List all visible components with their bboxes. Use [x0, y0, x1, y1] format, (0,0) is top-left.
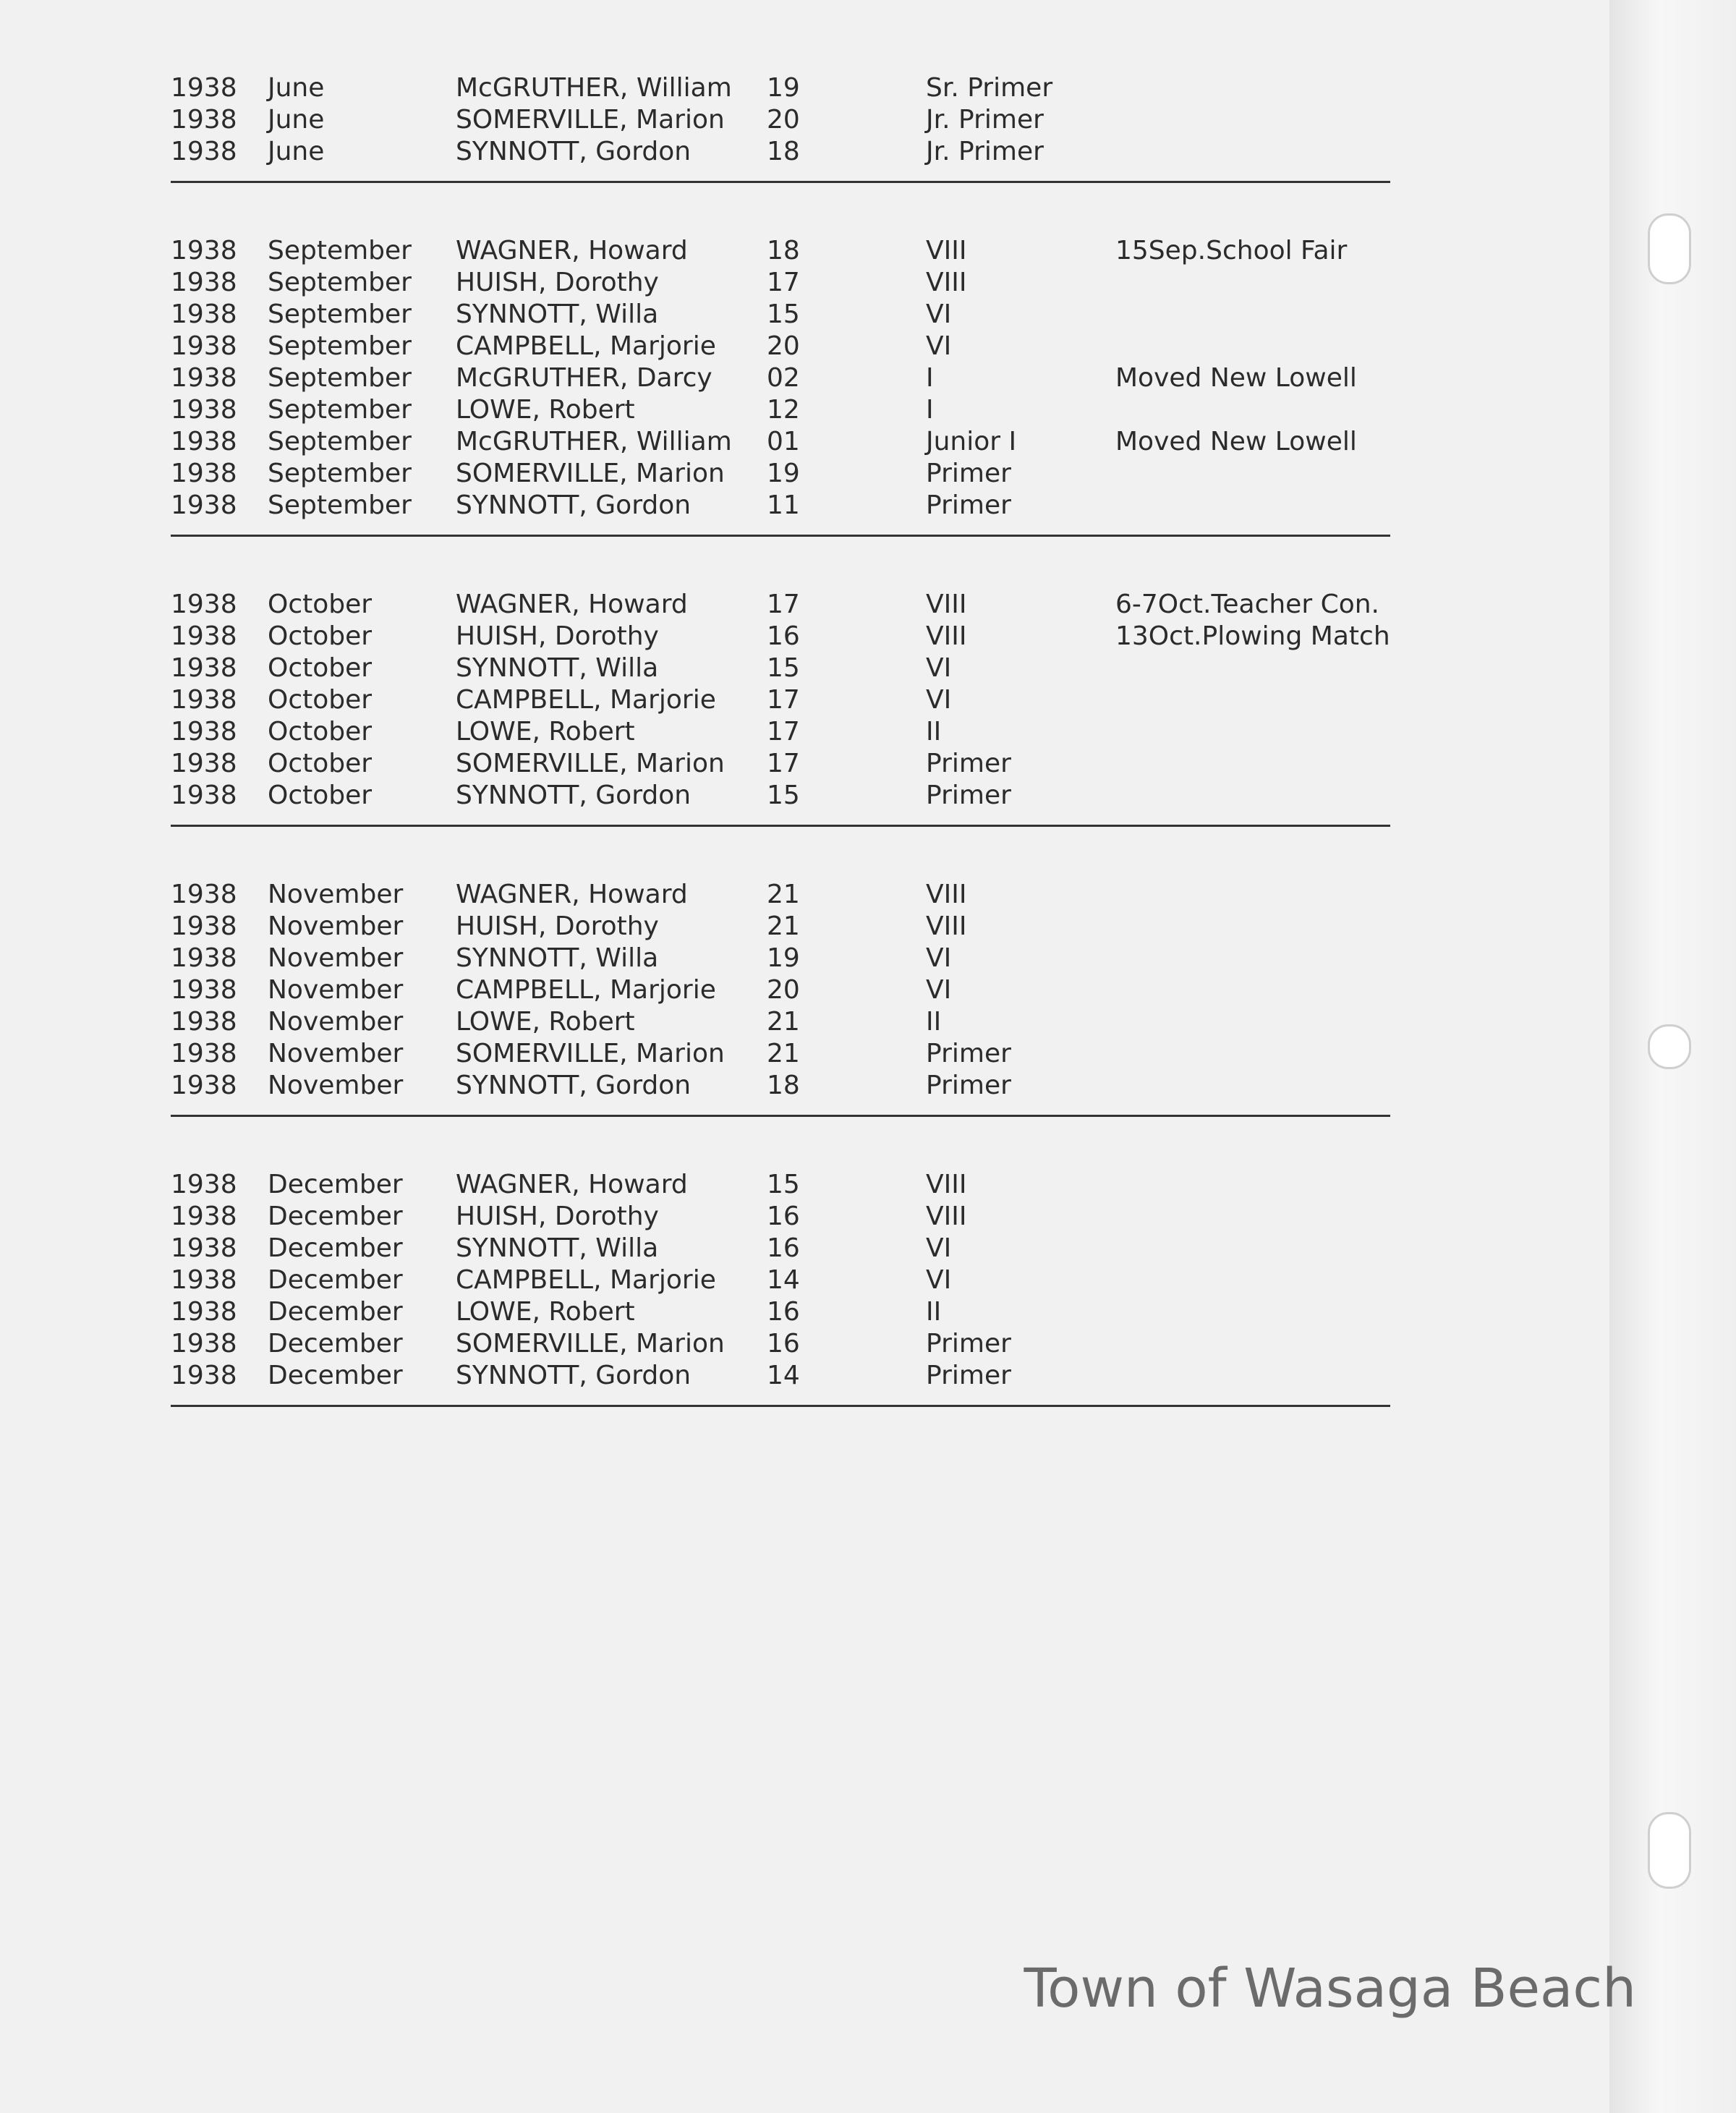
cell-grade: VIII: [926, 236, 967, 265]
binder-hole-top: [1648, 213, 1691, 284]
cell-note: 6-7Oct.Teacher Con.: [1115, 590, 1379, 619]
cell-name: HUISH, Dorothy: [456, 1202, 659, 1231]
cell-grade: VIII: [926, 1170, 967, 1199]
cell-month: December: [268, 1297, 403, 1327]
cell-year: 1938: [171, 331, 237, 361]
cell-num: 16: [767, 1329, 800, 1359]
register-section: [171, 235, 1390, 537]
cell-num: 15: [767, 653, 800, 683]
cell-name: SYNNOTT, Willa: [456, 1233, 659, 1263]
cell-name: McGRUTHER, William: [456, 427, 732, 456]
cell-month: September: [268, 490, 412, 520]
cell-month: June: [268, 73, 325, 103]
cell-grade: VI: [926, 685, 952, 715]
cell-num: 20: [767, 331, 800, 361]
cell-name: WAGNER, Howard: [456, 236, 688, 265]
cell-year: 1938: [171, 236, 237, 265]
cell-grade: Primer: [926, 1361, 1011, 1390]
register-row: [171, 621, 1390, 652]
cell-grade: VIII: [926, 590, 967, 619]
cell-name: SOMERVILLE, Marion: [456, 749, 725, 778]
register-row: [171, 1201, 1390, 1233]
register-section: [171, 72, 1390, 183]
register-row: [171, 72, 1390, 104]
cell-year: 1938: [171, 427, 237, 456]
cell-month: November: [268, 943, 404, 973]
cell-month: June: [268, 137, 325, 166]
cell-grade: VI: [926, 299, 952, 329]
cell-num: 17: [767, 268, 800, 297]
cell-grade: VI: [926, 1265, 952, 1295]
cell-year: 1938: [171, 268, 237, 297]
register-row: [171, 136, 1390, 168]
cell-note: Moved New Lowell: [1115, 427, 1357, 456]
cell-month: October: [268, 653, 373, 683]
cell-year: 1938: [171, 459, 237, 488]
cell-year: 1938: [171, 105, 237, 135]
cell-month: September: [268, 236, 412, 265]
register-row: [171, 748, 1390, 780]
register-row: [171, 1264, 1390, 1296]
cell-month: December: [268, 1265, 403, 1295]
register-row: [171, 394, 1390, 426]
cell-num: 19: [767, 459, 800, 488]
cell-num: 14: [767, 1265, 800, 1295]
cell-month: September: [268, 299, 412, 329]
cell-month: October: [268, 590, 373, 619]
register-row: [171, 1038, 1390, 1070]
register-section: [171, 1169, 1390, 1407]
register-row: [171, 1006, 1390, 1038]
cell-grade: Sr. Primer: [926, 73, 1053, 103]
register-row: [171, 943, 1390, 974]
cell-grade: Primer: [926, 1039, 1011, 1068]
cell-grade: Primer: [926, 749, 1011, 778]
cell-num: 17: [767, 749, 800, 778]
cell-year: 1938: [171, 653, 237, 683]
cell-num: 18: [767, 236, 800, 265]
cell-month: December: [268, 1233, 403, 1263]
cell-num: 18: [767, 1071, 800, 1100]
binder-hole-middle: [1648, 1024, 1691, 1069]
cell-year: 1938: [171, 781, 237, 810]
cell-num: 19: [767, 73, 800, 103]
cell-year: 1938: [171, 73, 237, 103]
cell-year: 1938: [171, 621, 237, 651]
watermark-label: Town of Wasaga Beach: [1024, 1957, 1636, 2020]
cell-name: SYNNOTT, Gordon: [456, 1071, 692, 1100]
cell-num: 17: [767, 717, 800, 747]
cell-grade: Junior I: [926, 427, 1017, 456]
cell-year: 1938: [171, 749, 237, 778]
register-row: [171, 490, 1390, 522]
cell-note: 15Sep.School Fair: [1115, 236, 1348, 265]
cell-num: 02: [767, 363, 800, 393]
cell-name: LOWE, Robert: [456, 1297, 635, 1327]
cell-month: November: [268, 1007, 404, 1037]
section-divider: [171, 1405, 1390, 1407]
register-section: [171, 879, 1390, 1117]
register-row: [171, 458, 1390, 490]
cell-grade: VIII: [926, 911, 967, 941]
cell-num: 21: [767, 880, 800, 909]
cell-month: November: [268, 1071, 404, 1100]
cell-grade: VIII: [926, 268, 967, 297]
cell-num: 19: [767, 943, 800, 973]
cell-name: SYNNOTT, Gordon: [456, 137, 692, 166]
cell-note: Moved New Lowell: [1115, 363, 1357, 393]
cell-month: September: [268, 395, 412, 425]
cell-year: 1938: [171, 717, 237, 747]
cell-num: 18: [767, 137, 800, 166]
cell-name: CAMPBELL, Marjorie: [456, 331, 716, 361]
cell-num: 16: [767, 1297, 800, 1327]
cell-month: September: [268, 331, 412, 361]
cell-name: LOWE, Robert: [456, 395, 635, 425]
register-row: [171, 911, 1390, 943]
cell-name: SYNNOTT, Gordon: [456, 1361, 692, 1390]
register-row: [171, 780, 1390, 812]
cell-year: 1938: [171, 299, 237, 329]
section-divider: [171, 181, 1390, 183]
register-row: [171, 1328, 1390, 1360]
cell-year: 1938: [171, 490, 237, 520]
cell-year: 1938: [171, 943, 237, 973]
cell-grade: Primer: [926, 781, 1011, 810]
cell-name: CAMPBELL, Marjorie: [456, 975, 716, 1005]
cell-grade: VIII: [926, 621, 967, 651]
cell-year: 1938: [171, 880, 237, 909]
cell-num: 16: [767, 621, 800, 651]
cell-grade: I: [926, 363, 934, 393]
cell-year: 1938: [171, 1170, 237, 1199]
cell-grade: Primer: [926, 1329, 1011, 1359]
cell-name: SYNNOTT, Willa: [456, 299, 659, 329]
cell-grade: II: [926, 1297, 942, 1327]
cell-month: September: [268, 363, 412, 393]
cell-month: September: [268, 268, 412, 297]
cell-num: 15: [767, 781, 800, 810]
cell-grade: Jr. Primer: [926, 105, 1044, 135]
cell-year: 1938: [171, 911, 237, 941]
cell-grade: VIII: [926, 1202, 967, 1231]
cell-month: September: [268, 459, 412, 488]
cell-year: 1938: [171, 1361, 237, 1390]
register-row: [171, 1233, 1390, 1264]
cell-month: November: [268, 911, 404, 941]
register-row: [171, 1296, 1390, 1328]
cell-name: SYNNOTT, Gordon: [456, 490, 692, 520]
cell-month: November: [268, 880, 404, 909]
cell-grade: VI: [926, 653, 952, 683]
cell-month: November: [268, 1039, 404, 1068]
cell-grade: VI: [926, 975, 952, 1005]
cell-name: SOMERVILLE, Marion: [456, 1039, 725, 1068]
cell-name: LOWE, Robert: [456, 717, 635, 747]
section-divider: [171, 825, 1390, 827]
cell-num: 20: [767, 975, 800, 1005]
register-row: [171, 589, 1390, 621]
cell-year: 1938: [171, 137, 237, 166]
cell-num: 20: [767, 105, 800, 135]
register-row: [171, 362, 1390, 394]
cell-name: SOMERVILLE, Marion: [456, 1329, 725, 1359]
cell-month: October: [268, 749, 373, 778]
cell-grade: VI: [926, 943, 952, 973]
cell-num: 16: [767, 1202, 800, 1231]
cell-grade: II: [926, 1007, 942, 1037]
cell-name: SYNNOTT, Gordon: [456, 781, 692, 810]
register-row: [171, 331, 1390, 362]
cell-month: October: [268, 717, 373, 747]
cell-year: 1938: [171, 590, 237, 619]
cell-year: 1938: [171, 685, 237, 715]
cell-name: McGRUTHER, William: [456, 73, 732, 103]
section-divider: [171, 535, 1390, 537]
cell-num: 17: [767, 590, 800, 619]
cell-grade: Primer: [926, 1071, 1011, 1100]
cell-month: December: [268, 1361, 403, 1390]
cell-num: 16: [767, 1233, 800, 1263]
cell-year: 1938: [171, 975, 237, 1005]
cell-month: September: [268, 427, 412, 456]
register-row: [171, 299, 1390, 331]
cell-num: 01: [767, 427, 800, 456]
cell-num: 11: [767, 490, 800, 520]
cell-num: 21: [767, 1039, 800, 1068]
binder-hole-bottom: [1648, 1812, 1691, 1889]
cell-name: SOMERVILLE, Marion: [456, 459, 725, 488]
register-row: [171, 104, 1390, 136]
cell-num: 21: [767, 911, 800, 941]
cell-year: 1938: [171, 1297, 237, 1327]
cell-year: 1938: [171, 1329, 237, 1359]
register-row: [171, 652, 1390, 684]
cell-grade: VIII: [926, 880, 967, 909]
register-row: [171, 716, 1390, 748]
cell-grade: VI: [926, 331, 952, 361]
register-row: [171, 1360, 1390, 1392]
cell-grade: Jr. Primer: [926, 137, 1044, 166]
cell-num: 15: [767, 1170, 800, 1199]
register-row: [171, 974, 1390, 1006]
register-row: [171, 1169, 1390, 1201]
cell-grade: Primer: [926, 459, 1011, 488]
cell-name: HUISH, Dorothy: [456, 911, 659, 941]
attendance-register: [171, 72, 1390, 1459]
cell-year: 1938: [171, 1071, 237, 1100]
cell-year: 1938: [171, 363, 237, 393]
cell-year: 1938: [171, 1233, 237, 1263]
register-row: [171, 879, 1390, 911]
cell-name: McGRUTHER, Darcy: [456, 363, 712, 393]
cell-num: 12: [767, 395, 800, 425]
cell-name: CAMPBELL, Marjorie: [456, 685, 716, 715]
cell-month: December: [268, 1329, 403, 1359]
cell-note: 13Oct.Plowing Match: [1115, 621, 1390, 651]
cell-name: WAGNER, Howard: [456, 1170, 688, 1199]
register-row: [171, 267, 1390, 299]
cell-name: HUISH, Dorothy: [456, 268, 659, 297]
register-row: [171, 235, 1390, 267]
cell-num: 17: [767, 685, 800, 715]
cell-month: October: [268, 781, 373, 810]
cell-num: 14: [767, 1361, 800, 1390]
cell-name: WAGNER, Howard: [456, 590, 688, 619]
cell-year: 1938: [171, 395, 237, 425]
register-row: [171, 426, 1390, 458]
cell-month: June: [268, 105, 325, 135]
cell-name: WAGNER, Howard: [456, 880, 688, 909]
cell-year: 1938: [171, 1039, 237, 1068]
cell-month: October: [268, 685, 373, 715]
register-row: [171, 1070, 1390, 1102]
cell-grade: I: [926, 395, 934, 425]
cell-month: December: [268, 1170, 403, 1199]
cell-name: CAMPBELL, Marjorie: [456, 1265, 716, 1295]
cell-year: 1938: [171, 1265, 237, 1295]
register-row: [171, 684, 1390, 716]
cell-name: SYNNOTT, Willa: [456, 943, 659, 973]
section-divider: [171, 1115, 1390, 1117]
register-section: [171, 589, 1390, 827]
cell-name: LOWE, Robert: [456, 1007, 635, 1037]
cell-name: SOMERVILLE, Marion: [456, 105, 725, 135]
cell-grade: VI: [926, 1233, 952, 1263]
cell-year: 1938: [171, 1202, 237, 1231]
cell-month: December: [268, 1202, 403, 1231]
cell-name: SYNNOTT, Willa: [456, 653, 659, 683]
cell-num: 15: [767, 299, 800, 329]
cell-grade: II: [926, 717, 942, 747]
cell-name: HUISH, Dorothy: [456, 621, 659, 651]
cell-month: October: [268, 621, 373, 651]
cell-grade: Primer: [926, 490, 1011, 520]
cell-year: 1938: [171, 1007, 237, 1037]
cell-num: 21: [767, 1007, 800, 1037]
cell-month: November: [268, 975, 404, 1005]
